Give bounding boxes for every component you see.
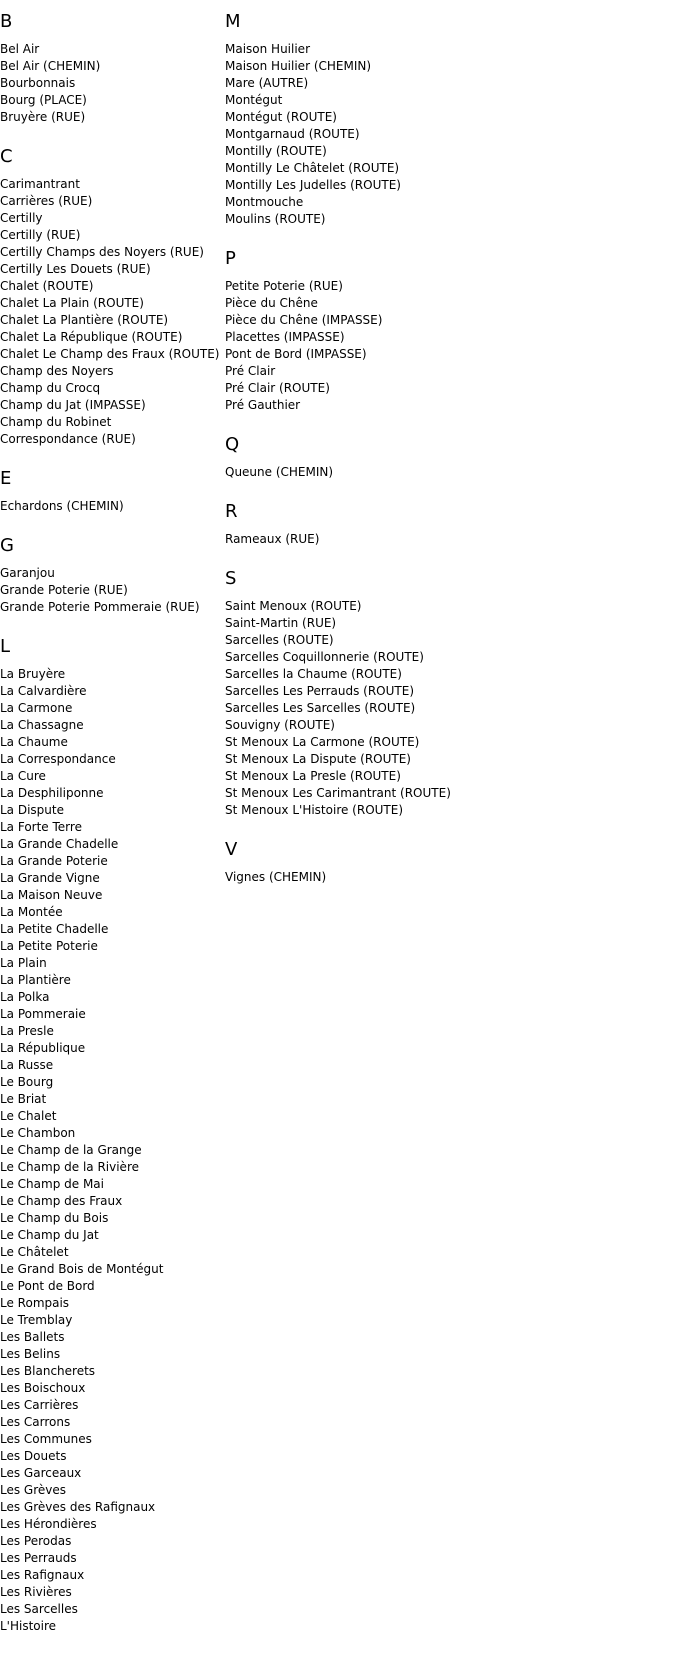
street-item: Souvigny (ROUTE) [225, 718, 335, 732]
letter-section-s [225, 568, 675, 819]
street-item: Chalet La Plantière (ROUTE) [0, 313, 169, 327]
street-item: Certilly Les Douets (RUE) [0, 262, 151, 276]
street-item: Queune (CHEMIN) [225, 465, 334, 479]
letter-heading: G [0, 535, 14, 556]
street-item: Le Champ du Jat [0, 1228, 99, 1242]
letter-section-q [225, 434, 675, 481]
street-item: Sarcelles la Chaume (ROUTE) [225, 667, 402, 681]
street-item: Rameaux (RUE) [225, 532, 320, 546]
street-item: Sarcelles (ROUTE) [225, 633, 334, 647]
street-item: Echardons (CHEMIN) [0, 499, 124, 513]
street-item: Champ du Jat (IMPASSE) [0, 398, 146, 412]
street-item: La Carmone [0, 701, 73, 715]
street-item: St Menoux La Carmone (ROUTE) [225, 735, 420, 749]
street-item: Bourbonnais [0, 76, 76, 90]
street-item: Pièce du Chêne [225, 296, 318, 310]
street-item: La Chassagne [0, 718, 84, 732]
letter-section-m [225, 11, 675, 228]
letter-heading: L [0, 636, 11, 657]
street-item: La Chaume [0, 735, 68, 749]
street-item: Montilly Les Judelles (ROUTE) [225, 178, 401, 192]
street-item: Bel Air [0, 42, 40, 56]
street-item: La Grande Poterie [0, 854, 108, 868]
street-item: Le Champ de Mai [0, 1177, 104, 1191]
street-item: Le Briat [0, 1092, 47, 1106]
street-item: Montégut (ROUTE) [225, 110, 337, 124]
street-item: Le Bourg [0, 1075, 54, 1089]
street-item: La Cure [0, 769, 46, 783]
letter-heading: M [225, 11, 241, 32]
street-item: Le Chalet [0, 1109, 57, 1123]
street-item: Le Rompais [0, 1296, 70, 1310]
street-item: La Grande Chadelle [0, 837, 119, 851]
street-item: Montégut [225, 93, 283, 107]
street-item: La Plain [0, 956, 47, 970]
letter-heading: C [0, 146, 13, 167]
street-item: L'Histoire [0, 1619, 57, 1633]
letter-section-e [0, 468, 225, 515]
street-item: Le Champ de la Grange [0, 1143, 142, 1157]
letter-heading: P [225, 248, 236, 269]
street-item: Chalet La Plain (ROUTE) [0, 296, 144, 310]
street-item: Les Douets [0, 1449, 67, 1463]
street-index-right-column [225, 0, 675, 886]
street-item: Moulins (ROUTE) [225, 212, 326, 226]
street-item: Sarcelles Les Perrauds (ROUTE) [225, 684, 414, 698]
street-item: Les Sarcelles [0, 1602, 78, 1616]
street-item: Carimantrant [0, 177, 80, 191]
street-item: Carrières (RUE) [0, 194, 93, 208]
street-item: La Bruyère [0, 667, 66, 681]
street-item: Certilly [0, 211, 43, 225]
street-item: La Maison Neuve [0, 888, 103, 902]
street-item: La Plantière [0, 973, 71, 987]
street-item: La Correspondance [0, 752, 116, 766]
letter-section-r [225, 501, 675, 548]
street-item: Le Champ du Bois [0, 1211, 109, 1225]
street-item: La République [0, 1041, 86, 1055]
street-item: La Petite Poterie [0, 939, 98, 953]
street-item: Certilly Champs des Noyers (RUE) [0, 245, 204, 259]
street-item: Les Hérondières [0, 1517, 97, 1531]
street-item: Bruyère (RUE) [0, 110, 86, 124]
street-item: Pré Clair (ROUTE) [225, 381, 330, 395]
letter-section-p [225, 248, 675, 414]
street-item: Les Grèves des Rafignaux [0, 1500, 156, 1514]
street-list [0, 176, 225, 448]
street-item: Sarcelles Coquillonnerie (ROUTE) [225, 650, 424, 664]
letter-heading: E [0, 468, 12, 489]
street-item: Champ du Robinet [0, 415, 112, 429]
street-list [225, 464, 675, 481]
letter-section-l [0, 636, 225, 1635]
street-list [0, 666, 225, 1635]
street-item: Les Ballets [0, 1330, 65, 1344]
street-item: Le Champ de la Rivière [0, 1160, 139, 1174]
street-item: Montilly Le Châtelet (ROUTE) [225, 161, 400, 175]
street-item: La Pommeraie [0, 1007, 86, 1021]
street-item: La Dispute [0, 803, 64, 817]
street-item: Garanjou [0, 566, 55, 580]
street-item: Les Grèves [0, 1483, 67, 1497]
street-item: St Menoux La Dispute (ROUTE) [225, 752, 411, 766]
letter-section-g [0, 535, 225, 616]
street-item: Pièce du Chêne (IMPASSE) [225, 313, 383, 327]
street-item: Pré Clair [225, 364, 276, 378]
street-list [225, 278, 675, 414]
street-item: Le Tremblay [0, 1313, 73, 1327]
street-item: St Menoux L'Histoire (ROUTE) [225, 803, 404, 817]
letter-section-v [225, 839, 675, 886]
street-item: Grande Poterie Pommeraie (RUE) [0, 600, 200, 614]
street-item: Les Carrières [0, 1398, 79, 1412]
street-item: Chalet (ROUTE) [0, 279, 94, 293]
street-item: Les Blancherets [0, 1364, 96, 1378]
street-item: Montgarnaud (ROUTE) [225, 127, 360, 141]
street-list [0, 565, 225, 616]
street-item: Petite Poterie (RUE) [225, 279, 343, 293]
street-item: Certilly (RUE) [0, 228, 81, 242]
street-item: St Menoux Les Carimantrant (ROUTE) [225, 786, 451, 800]
street-item: Maison Huilier [225, 42, 311, 56]
street-list [225, 531, 675, 548]
street-list [0, 41, 225, 126]
street-item: Champ du Crocq [0, 381, 101, 395]
street-item: Saint-Martin (RUE) [225, 616, 337, 630]
street-item: Montmouche [225, 195, 304, 209]
street-item: La Russe [0, 1058, 54, 1072]
street-index-left-column [0, 0, 225, 1635]
street-item: Correspondance (RUE) [0, 432, 136, 446]
street-item: La Presle [0, 1024, 54, 1038]
street-item: La Montée [0, 905, 63, 919]
street-item: La Grande Vigne [0, 871, 100, 885]
street-item: Les Perrauds [0, 1551, 77, 1565]
street-item: La Desphiliponne [0, 786, 104, 800]
street-item: Saint Menoux (ROUTE) [225, 599, 362, 613]
street-list [225, 869, 675, 886]
letter-heading: Q [225, 434, 240, 455]
street-item: Grande Poterie (RUE) [0, 583, 128, 597]
letter-section-c [0, 146, 225, 448]
street-item: Champ des Noyers [0, 364, 114, 378]
street-item: Les Communes [0, 1432, 92, 1446]
street-item: Chalet La République (ROUTE) [0, 330, 183, 344]
street-item: La Polka [0, 990, 50, 1004]
street-item: Placettes (IMPASSE) [225, 330, 345, 344]
street-item: La Calvardière [0, 684, 87, 698]
street-item: Le Chambon [0, 1126, 76, 1140]
street-list [225, 41, 675, 228]
street-item: Montilly (ROUTE) [225, 144, 327, 158]
street-item: Bel Air (CHEMIN) [0, 59, 101, 73]
street-item: Sarcelles Les Sarcelles (ROUTE) [225, 701, 416, 715]
street-item: Les Perodas [0, 1534, 72, 1548]
letter-heading: S [225, 568, 237, 589]
street-item: Chalet Le Champ des Fraux (ROUTE) [0, 347, 220, 361]
street-item: Bourg (PLACE) [0, 93, 87, 107]
street-item: Les Boischoux [0, 1381, 86, 1395]
street-item: Le Pont de Bord [0, 1279, 95, 1293]
street-item: Les Rafignaux [0, 1568, 85, 1582]
street-item: Le Châtelet [0, 1245, 69, 1259]
street-item: Le Grand Bois de Montégut [0, 1262, 164, 1276]
street-item: Maison Huilier (CHEMIN) [225, 59, 372, 73]
street-item: Les Garceaux [0, 1466, 82, 1480]
street-item: Pré Gauthier [225, 398, 301, 412]
street-item: Pont de Bord (IMPASSE) [225, 347, 367, 361]
street-item: Les Rivières [0, 1585, 72, 1599]
street-item: Les Carrons [0, 1415, 71, 1429]
street-item: Le Champ des Fraux [0, 1194, 123, 1208]
street-list [225, 598, 675, 819]
street-item: La Forte Terre [0, 820, 82, 834]
street-item: St Menoux La Presle (ROUTE) [225, 769, 401, 783]
letter-section-b [0, 11, 225, 126]
street-item: La Petite Chadelle [0, 922, 109, 936]
street-list [0, 498, 225, 515]
letter-heading: V [225, 839, 238, 860]
street-item: Les Belins [0, 1347, 61, 1361]
street-item: Mare (AUTRE) [225, 76, 309, 90]
letter-heading: R [225, 501, 238, 522]
street-item: Vignes (CHEMIN) [225, 870, 327, 884]
letter-heading: B [0, 11, 13, 32]
